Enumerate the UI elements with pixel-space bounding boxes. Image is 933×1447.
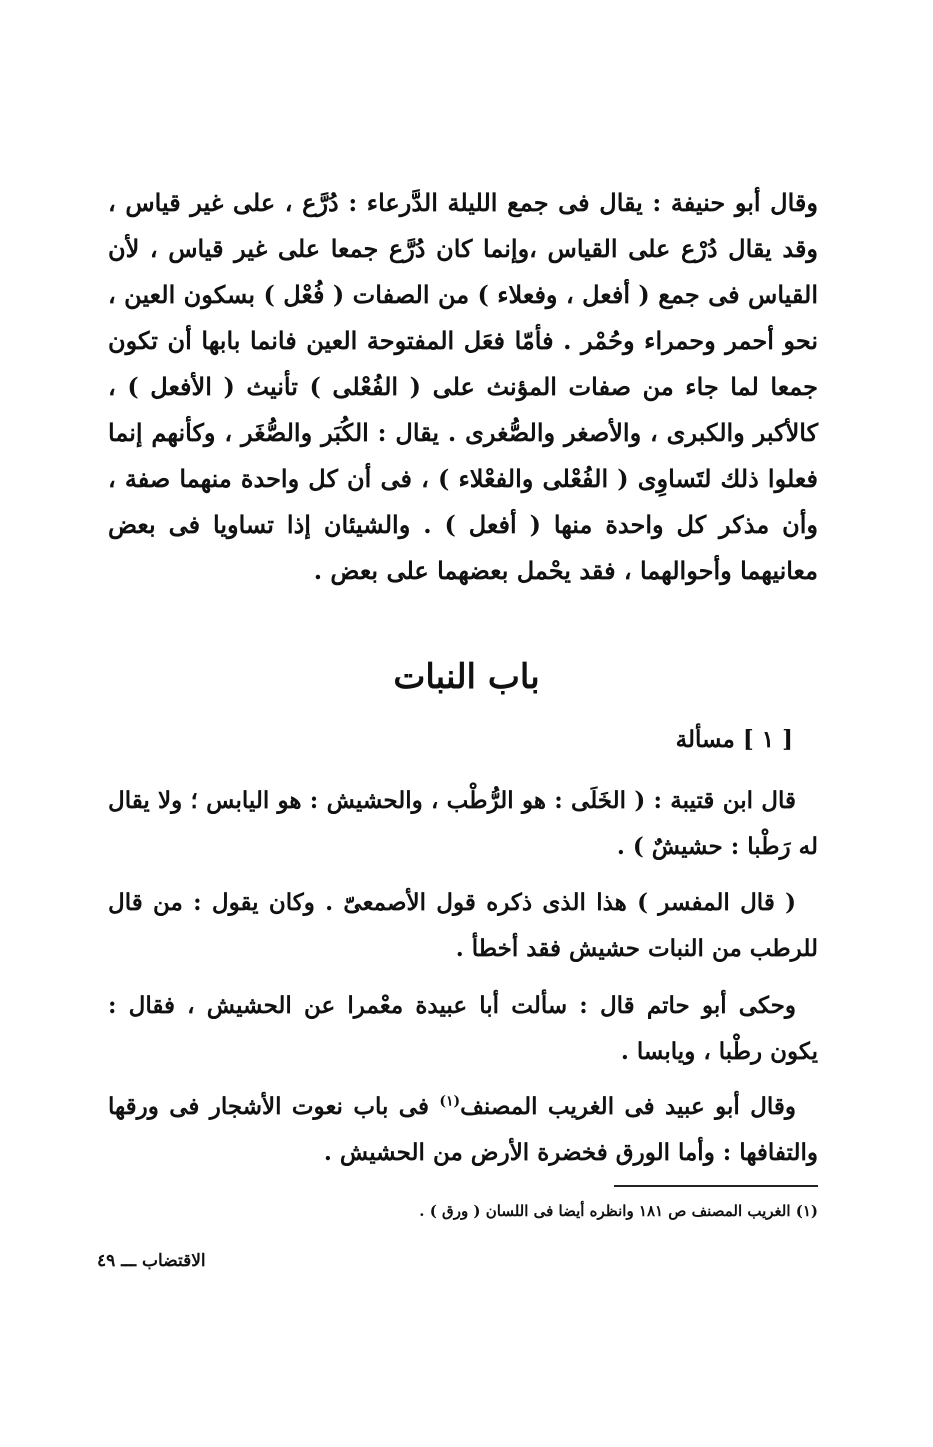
paragraph-abu-ubayd [108, 1084, 818, 1176]
section-heading: باب النبات [393, 657, 540, 697]
paragraph-text: وحكى أبو حاتم قال : سألت أبا عبيدة معْمرا عن الحشيش ، فقال : يكون رطْبا ، ويابسا . [108, 992, 818, 1065]
paragraph-ibn-qutayba [108, 778, 818, 870]
paragraph-text: قال ابن قتيبة : ( الخَلَى : هو الرُّطْب ، والحشيش : هو اليابس ؛ ولا يقال له رَطْبا : حشيشٌ ) . [108, 787, 818, 860]
footnote-marker: (١) [439, 1093, 461, 1110]
footnote-divider [614, 1185, 818, 1187]
page-footer: الاقتضاب ـــ ٤٩ [97, 1251, 206, 1271]
paragraph-abu-hatim [108, 983, 818, 1075]
issue-label: [ ١ ] مسألة [675, 726, 793, 753]
paragraph-text-continued: فى باب نعوت الأشجار فى ورقها والتفافها : وأما الورق فخضرة الأرض من الحشيش . [108, 1093, 818, 1166]
paragraph-text: ( قال المفسر ) هذا الذى ذكره قول الأصمعىّ . وكان يقول : من قال للرطب من النبات حشيش فقد أخطأ . [108, 889, 818, 962]
intro-paragraph: وقال أبو حنيفة : يقال فى جمع الليلة الدَّرعاء : دُرَّع ، على غير قياس ، وقد يقال دُرْع على القياس ،وإنما كان دُرَّع جمعا على غير قياس ، لأن القياس فى جمع ( أفعل ، وفعلاء ) من الصفات ( فُعْل ) بسكون العين ، نحو أحمر وحمراء وحُمْر . فأمّا فعَل المفتوحة العين فانما بابها أن تكون جمعا لما جاء من صفات المؤنث على ( الفُعْلى ) تأنيث ( الأفعل ) ، كالأكبر والكبرى ، والأصغر والصُّغرى . يقال : الكُبَر والصُّغَر ، وكأنهم إنما فعلوا ذلك لتَساوِى ( الفُعْلى والفعْلاء ) ، فى أن كل واحدة منهما صفة ، وأن مذكر كل واحدة منها ( أفعل ) . والشيئان إذا تساويا فى بعض معانيهما وأحوالهما ، فقد يحْمل بعضهما على بعض . [108, 188, 818, 585]
paragraph-text: وقال أبو عبيد فى الغريب المصنف [460, 1093, 796, 1120]
paragraph-mufassir [108, 880, 818, 972]
intro-text [108, 180, 818, 594]
footnote: (١) الغريب المصنف ص ١٨١ وانظره أيضا فى اللسان ( ورق ) . [419, 1202, 818, 1220]
